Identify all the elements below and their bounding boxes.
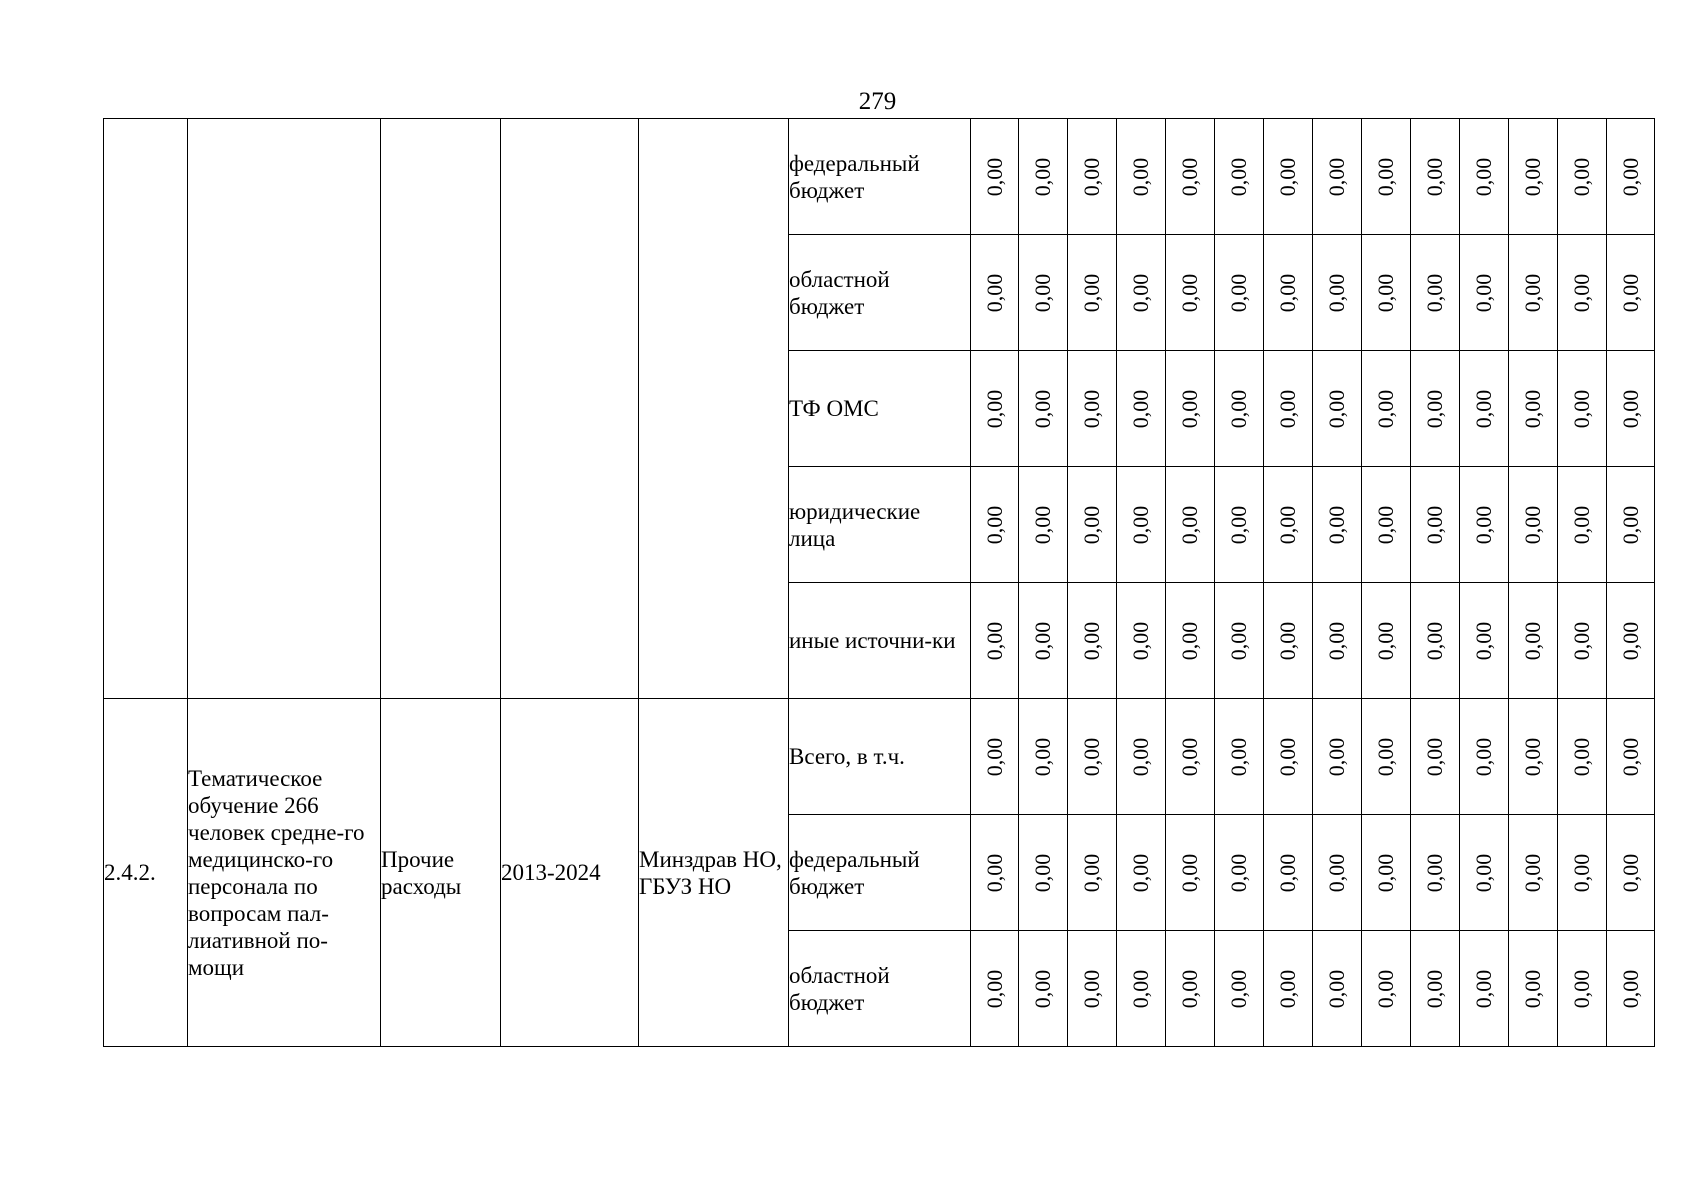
value-cell [1509,699,1558,815]
value-text: 0,00 [1422,389,1447,428]
value-text: 0,00 [1617,737,1643,776]
value-cell [1509,351,1558,467]
value-cell [1362,815,1411,931]
value-cell [1019,119,1068,235]
value-text: 0,00 [1226,505,1251,544]
value-cell [1117,931,1166,1047]
value-cell [1019,699,1068,815]
value-cell [971,119,1019,235]
value-cell [1215,699,1264,815]
value-cell [1019,467,1068,583]
value-cell [1460,467,1509,583]
value-text: 0,00 [1275,853,1300,892]
value-text: 0,00 [1520,505,1545,544]
value-cell [1509,467,1558,583]
value-text: 0,00 [1520,969,1545,1008]
value-cell [1313,235,1362,351]
value-text: 0,00 [1422,157,1447,196]
value-text: 0,00 [1128,621,1153,660]
value-cell [1264,583,1313,699]
value-cell [1509,931,1558,1047]
value-text: 0,00 [981,621,1007,660]
value-cell [1313,699,1362,815]
value-cell [1558,235,1607,351]
value-cell [1558,351,1607,467]
table-row [104,119,1655,235]
funding-source-cell: областной бюджет [789,931,971,1047]
value-cell [1313,467,1362,583]
value-cell [1068,815,1117,931]
value-text: 0,00 [1324,505,1349,544]
value-text: 0,00 [1569,273,1594,312]
value-text: 0,00 [1373,969,1398,1008]
value-text: 0,00 [1471,853,1496,892]
value-text: 0,00 [1226,737,1251,776]
value-text: 0,00 [1471,969,1496,1008]
value-text: 0,00 [1226,389,1251,428]
value-cell [1068,467,1117,583]
funding-source-cell: юридические лица [789,467,971,583]
table-row [104,699,1655,815]
value-cell [1313,119,1362,235]
value-cell [1362,235,1411,351]
value-text: 0,00 [1617,621,1643,660]
value-text: 0,00 [1177,969,1202,1008]
value-text: 0,00 [981,969,1007,1008]
value-text: 0,00 [1373,621,1398,660]
value-text: 0,00 [1079,157,1104,196]
funding-source-cell: ТФ ОМС [789,351,971,467]
value-text: 0,00 [1569,737,1594,776]
value-cell [1166,351,1215,467]
value-cell [1068,235,1117,351]
value-text: 0,00 [1569,853,1594,892]
value-text: 0,00 [981,273,1007,312]
value-cell [1607,351,1655,467]
value-cell [1264,699,1313,815]
value-cell [1411,119,1460,235]
value-text: 0,00 [1128,969,1153,1008]
value-cell [1460,699,1509,815]
value-text: 0,00 [1177,737,1202,776]
value-cell [1215,583,1264,699]
value-cell [1362,467,1411,583]
value-text: 0,00 [1128,157,1153,196]
value-text: 0,00 [1520,621,1545,660]
value-cell [1215,119,1264,235]
value-text: 0,00 [1275,737,1300,776]
value-cell [971,815,1019,931]
value-cell [1166,119,1215,235]
item-number-cell: 2.4.2. [104,699,188,1047]
value-text: 0,00 [1275,389,1300,428]
value-cell [1607,235,1655,351]
value-text: 0,00 [1471,621,1496,660]
value-text: 0,00 [1324,969,1349,1008]
value-text: 0,00 [1569,969,1594,1008]
value-text: 0,00 [1030,505,1055,544]
value-cell [1558,815,1607,931]
value-cell [1607,815,1655,931]
value-text: 0,00 [1226,621,1251,660]
value-cell [1509,815,1558,931]
value-text: 0,00 [1079,621,1104,660]
value-cell [1264,351,1313,467]
value-text: 0,00 [1226,157,1251,196]
value-text: 0,00 [1079,273,1104,312]
value-text: 0,00 [1177,505,1202,544]
value-text: 0,00 [1422,737,1447,776]
executor-cell: Минздрав НО, ГБУЗ НО [639,699,789,1047]
value-cell [1460,583,1509,699]
value-text: 0,00 [1177,853,1202,892]
value-text: 0,00 [1617,389,1643,428]
value-cell [1215,467,1264,583]
value-text: 0,00 [1079,389,1104,428]
value-cell [1411,815,1460,931]
value-text: 0,00 [1569,505,1594,544]
value-cell [1166,235,1215,351]
value-text: 0,00 [981,853,1007,892]
value-text: 0,00 [1128,737,1153,776]
value-cell [1215,815,1264,931]
value-text: 0,00 [1520,389,1545,428]
value-text: 0,00 [1520,853,1545,892]
value-cell [1166,815,1215,931]
value-cell [1068,119,1117,235]
value-cell [1509,119,1558,235]
expense-type-cell [381,119,501,699]
value-cell [1313,931,1362,1047]
value-cell [1411,583,1460,699]
value-text: 0,00 [1569,157,1594,196]
value-cell [1607,467,1655,583]
value-cell [1068,351,1117,467]
value-text: 0,00 [1471,389,1496,428]
value-text: 0,00 [1422,273,1447,312]
value-text: 0,00 [1373,273,1398,312]
measure-name-cell [188,119,381,699]
value-cell [1117,235,1166,351]
value-text: 0,00 [1275,621,1300,660]
value-text: 0,00 [1030,621,1055,660]
value-cell [971,467,1019,583]
value-text: 0,00 [1471,505,1496,544]
value-text: 0,00 [1275,969,1300,1008]
value-cell [1215,235,1264,351]
executor-cell [639,119,789,699]
value-cell [1264,815,1313,931]
funding-source-cell: иные источни-ки [789,583,971,699]
value-cell [1215,931,1264,1047]
value-cell [1411,467,1460,583]
value-cell [1411,699,1460,815]
value-cell [1166,931,1215,1047]
value-cell [1558,467,1607,583]
value-text: 0,00 [1177,273,1202,312]
value-cell [1166,583,1215,699]
value-cell [1460,119,1509,235]
value-text: 0,00 [1128,389,1153,428]
value-cell [1362,351,1411,467]
value-text: 0,00 [1030,853,1055,892]
value-cell [1313,351,1362,467]
value-cell [1607,583,1655,699]
value-text: 0,00 [1275,505,1300,544]
value-text: 0,00 [1324,853,1349,892]
value-cell [1558,699,1607,815]
value-text: 0,00 [1617,157,1643,196]
measure-name-cell: Тематическое обучение 266 человек средне-го медицинско-го персонала по вопросам пал-лиативной по-мощи [188,699,381,1047]
value-cell [1068,699,1117,815]
value-text: 0,00 [1177,621,1202,660]
value-text: 0,00 [1030,969,1055,1008]
value-text: 0,00 [1079,505,1104,544]
value-text: 0,00 [1471,157,1496,196]
value-cell [1264,931,1313,1047]
value-cell [1068,931,1117,1047]
value-cell [1019,235,1068,351]
value-text: 0,00 [1373,389,1398,428]
value-text: 0,00 [1128,853,1153,892]
value-text: 0,00 [1177,389,1202,428]
value-text: 0,00 [981,157,1007,196]
value-text: 0,00 [1030,157,1055,196]
value-cell [1264,467,1313,583]
value-cell [1166,467,1215,583]
value-text: 0,00 [1422,853,1447,892]
value-text: 0,00 [1275,157,1300,196]
value-text: 0,00 [981,737,1007,776]
value-text: 0,00 [1569,389,1594,428]
value-text: 0,00 [1617,969,1643,1008]
value-text: 0,00 [1617,853,1643,892]
value-cell [1460,815,1509,931]
value-cell [1019,351,1068,467]
value-cell [1117,467,1166,583]
table-body [104,119,1655,1047]
value-text: 0,00 [1030,737,1055,776]
value-cell [971,351,1019,467]
value-cell [1460,235,1509,351]
value-text: 0,00 [981,389,1007,428]
value-text: 0,00 [1030,389,1055,428]
value-cell [1411,351,1460,467]
value-cell [1117,119,1166,235]
value-cell [1362,583,1411,699]
value-text: 0,00 [1373,157,1398,196]
period-cell [501,119,639,699]
value-cell [1509,235,1558,351]
value-text: 0,00 [1422,969,1447,1008]
page-number: 279 [858,88,897,115]
value-cell [971,699,1019,815]
value-text: 0,00 [1617,505,1643,544]
value-text: 0,00 [1324,737,1349,776]
value-text: 0,00 [1324,157,1349,196]
value-text: 0,00 [1079,737,1104,776]
value-text: 0,00 [1226,969,1251,1008]
value-cell [1166,699,1215,815]
value-text: 0,00 [1520,157,1545,196]
value-cell [1264,119,1313,235]
value-cell [1362,699,1411,815]
value-text: 0,00 [1471,273,1496,312]
value-cell [1019,583,1068,699]
value-cell [1460,931,1509,1047]
value-text: 0,00 [1617,273,1643,312]
budget-table [103,118,1655,1047]
value-cell [1019,815,1068,931]
value-text: 0,00 [1520,273,1545,312]
expense-type-cell: Прочие расходы [381,699,501,1047]
value-text: 0,00 [1422,505,1447,544]
value-text: 0,00 [1471,737,1496,776]
value-text: 0,00 [1324,273,1349,312]
value-text: 0,00 [1128,273,1153,312]
value-text: 0,00 [1030,273,1055,312]
value-text: 0,00 [1079,853,1104,892]
value-cell [1215,351,1264,467]
value-text: 0,00 [1275,273,1300,312]
value-cell [1313,583,1362,699]
value-cell [1607,931,1655,1047]
value-text: 0,00 [1373,737,1398,776]
value-cell [1264,235,1313,351]
value-text: 0,00 [1226,273,1251,312]
value-text: 0,00 [1079,969,1104,1008]
value-cell [1019,931,1068,1047]
value-cell [1558,931,1607,1047]
value-cell [1558,119,1607,235]
value-text: 0,00 [1373,853,1398,892]
value-cell [1117,699,1166,815]
value-cell [1117,583,1166,699]
value-cell [1362,931,1411,1047]
value-cell [971,235,1019,351]
value-text: 0,00 [1520,737,1545,776]
period-cell: 2013-2024 [501,699,639,1047]
value-text: 0,00 [981,505,1007,544]
value-text: 0,00 [1324,389,1349,428]
value-cell [971,583,1019,699]
value-cell [1117,351,1166,467]
value-cell [1607,119,1655,235]
value-cell [1362,119,1411,235]
funding-source-cell: Всего, в т.ч. [789,699,971,815]
value-text: 0,00 [1422,621,1447,660]
funding-source-cell: областной бюджет [789,235,971,351]
value-text: 0,00 [1128,505,1153,544]
funding-source-cell: федеральный бюджет [789,119,971,235]
value-text: 0,00 [1177,157,1202,196]
value-cell [1460,351,1509,467]
value-cell [1607,699,1655,815]
value-cell [1558,583,1607,699]
value-text: 0,00 [1373,505,1398,544]
funding-source-cell: федеральный бюджет [789,815,971,931]
value-cell [1117,815,1166,931]
value-cell [1411,235,1460,351]
value-text: 0,00 [1324,621,1349,660]
value-text: 0,00 [1569,621,1594,660]
value-cell [1509,583,1558,699]
value-text: 0,00 [1226,853,1251,892]
value-cell [1068,583,1117,699]
value-cell [971,931,1019,1047]
value-cell [1313,815,1362,931]
item-number-cell [104,119,188,699]
value-cell [1411,931,1460,1047]
